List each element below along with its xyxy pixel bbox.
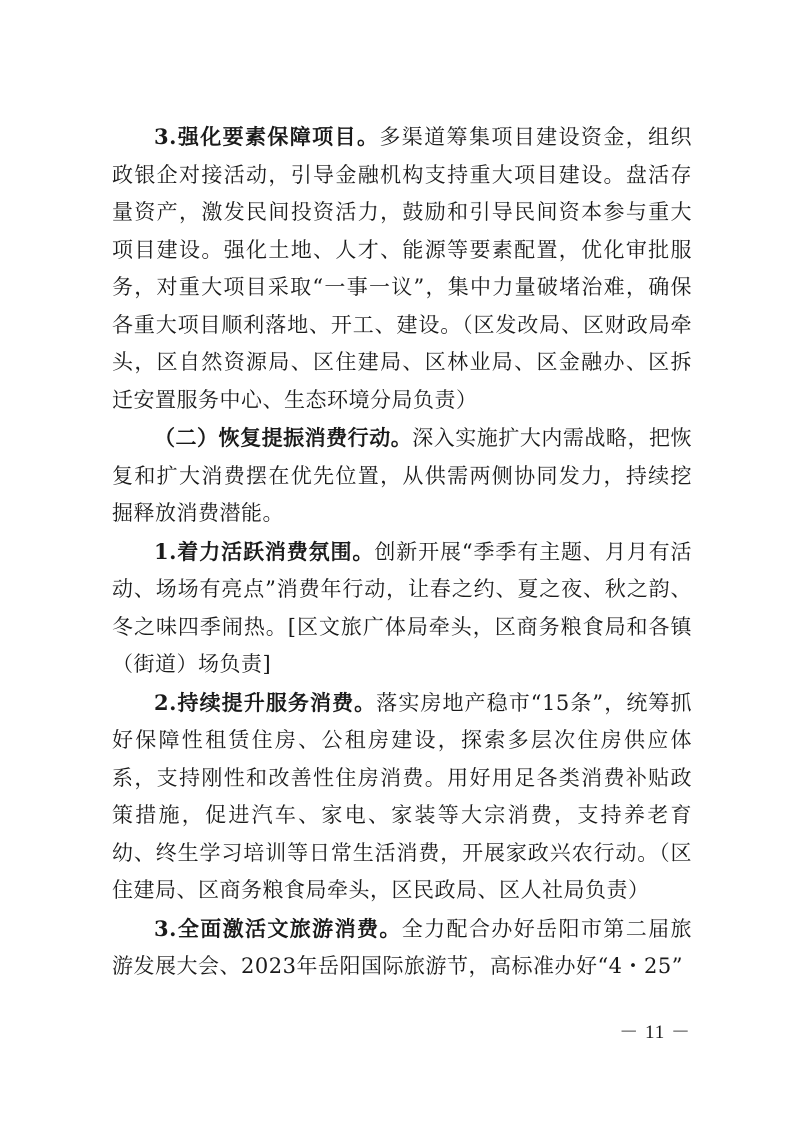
document-body [112,118,692,986]
paragraph-text: 多渠道筹集项目建设资金，组织政银企对接活动，引导金融机构支持重大项目建设。盘活存量资产，激发民间投资活力，鼓励和引导民间资本参与重大项目建设。强化土地、人才、能源等要素配置，优化审批服务，对重大项目采取“一事一议”，集中力量破堵治难，确保各重大项目顺利落地、开工、建设。（区发改局、区财政局牵头，区自然资源局、区住建局、区林业局、区金融办、区拆迁安置服务中心、生态环境分局负责） [112,125,692,412]
paragraph-text: 创新开展“季季有主题、月月有活动、场场有亮点”消费年行动，让春之约、夏之夜、秋之韵、冬之味四季闹热。[区文旅广体局牵头，区商务粮食局和各镇（街道）场负责] [112,539,692,676]
paragraph-heading: 1.着力活跃消费氛围。 [154,538,375,564]
section-heading: （二）恢复提振消费行动。 [154,425,413,450]
paragraph-text: 落实房地产稳市“15条”，统筹抓好保障性租赁住房、公租房建设，探索多层次住房供应体系，支持刚性和改善性住房消费。用好用足各类消费补贴政策措施，促进汽车、家电、家装等大宗消费，支持养老育幼、终生学习培训等日常生活消费，开展家政兴农行动。（区住建局、区商务粮食局牵头，区民政局、区人社局负责） [112,690,692,902]
paragraph-heading: 2.持续提升服务消费。 [154,689,377,715]
paragraph-section-2-consumption [112,419,692,533]
paragraph-heading: 3.强化要素保障项目。 [154,124,380,149]
paragraph-3-strengthen-factors [112,118,692,419]
paragraph-text: 深入实施扩大内需战略，把恢复和扩大消费摆在优先位置，从供需两侧协同发力，持续挖掘释放消费潜能。 [112,426,692,525]
paragraph-heading: 3.全面激活文旅游消费。 [154,915,402,941]
paragraph-2-service-consumption [112,684,692,910]
paragraph-3-tourism-consumption [112,910,692,986]
paragraph-text: 全力配合办好岳阳市第二届旅游发展大会、2023年岳阳国际旅游节，高标准办好“4・25” [112,916,692,978]
page-number: － 11 － [619,1022,691,1043]
paragraph-1-consumption-atmosphere [112,533,692,684]
